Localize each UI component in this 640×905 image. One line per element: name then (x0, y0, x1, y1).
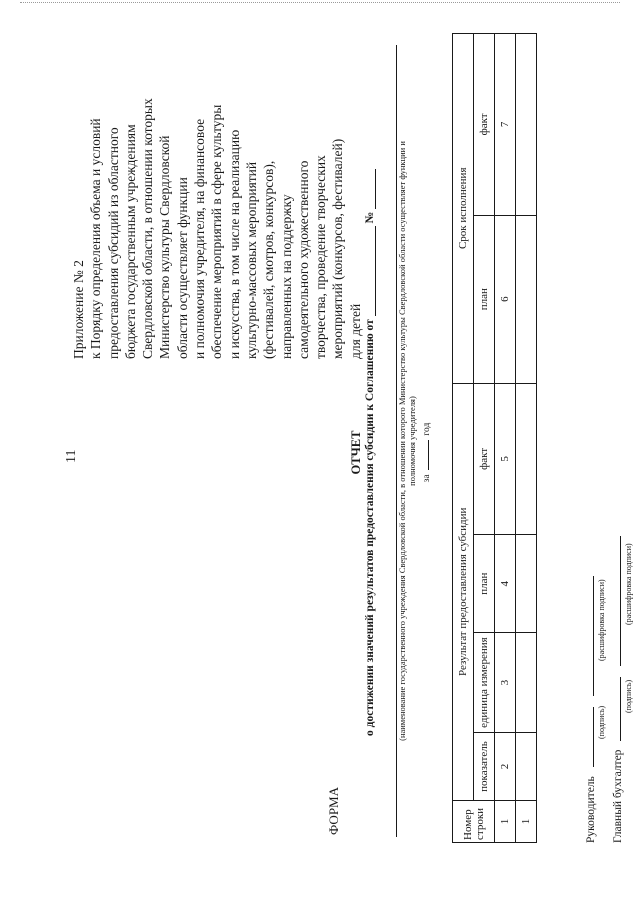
report-subtitle-text: о достижении значений результатов предоставления субсидии к Соглашению от (364, 319, 376, 736)
appendix-line: творчества, проведение творческих (313, 155, 329, 359)
accountant-label: Главный бухгалтер (612, 749, 624, 843)
org-caption-line1: (наименование государственного учреждения Свердловской области, в отношении которого Министерство культуры Свердловской области осуществляет функции и (397, 141, 407, 741)
header-row-number: Номер строки (453, 801, 495, 843)
column-number: 6 (495, 215, 516, 383)
appendix-line: к Порядку определения объема и условий (88, 118, 104, 359)
appendix-line: обеспечение мероприятий в сфере культуры (209, 104, 225, 359)
appendix-line: бюджета государственным учреждениям (122, 124, 138, 359)
table-cell[interactable] (516, 633, 537, 733)
header-indicator: показатель (474, 733, 495, 801)
accountant-signature-caption: (подпись) (624, 679, 633, 713)
column-number: 1 (495, 801, 516, 843)
org-name-line[interactable] (396, 45, 417, 837)
appendix-line: Министерство культуры Свердловской (157, 135, 173, 359)
header-deadline-plan: план (474, 215, 495, 383)
accountant-decode-line[interactable] (608, 536, 621, 666)
results-table (452, 33, 537, 843)
org-caption-line2: полномочия учредителя) (406, 396, 417, 486)
head-label: Руководитель (585, 776, 597, 843)
table-row (516, 34, 537, 843)
report-subtitle (364, 0, 376, 905)
appendix-line: направленных на поддержку (278, 194, 294, 359)
appendix-line: и полномочия учредителя, на финансовое (192, 118, 208, 359)
accountant-signature-row (608, 536, 624, 843)
table-cell[interactable] (516, 733, 537, 801)
header-deadline-fact: факт (474, 34, 495, 216)
table-cell[interactable]: 1 (516, 801, 537, 843)
year-blank[interactable] (419, 440, 429, 470)
table-cell[interactable] (516, 34, 537, 216)
head-decode-line[interactable] (581, 576, 594, 696)
accountant-decode-caption: (расшифровка подписи) (624, 543, 633, 625)
appendix-line: Свердловской области, в отношении которых (140, 98, 156, 359)
table-header-row (453, 34, 474, 843)
report-title: ОТЧЕТ (349, 430, 363, 475)
head-decode-caption: (расшифровка подписи) (597, 579, 606, 661)
appendix-line: и искусства, в том числе на реализацию (226, 129, 242, 359)
appendix-line: (фестивалей, смотров, конкурсов), (261, 160, 277, 359)
header-fact: факт (474, 383, 495, 535)
accountant-signature-line[interactable] (608, 677, 621, 741)
head-signature-caption: (подпись) (597, 705, 606, 739)
number-sign: № (364, 211, 376, 224)
year-suffix: год (422, 422, 432, 436)
appendix-line: Приложение № 2 (71, 260, 86, 359)
head-signature-line[interactable] (581, 707, 594, 767)
header-plan: план (474, 535, 495, 633)
table-numbering-row (495, 34, 516, 843)
appendix-line: предоставления субсидий из областного (105, 127, 121, 359)
header-result-group: Результат предоставления субсидии (453, 383, 474, 801)
appendix-block (70, 99, 364, 359)
column-number: 4 (495, 535, 516, 633)
appendix-line: самодеятельного художественного (295, 160, 311, 359)
year-prefix: за (422, 474, 432, 483)
column-number: 7 (495, 34, 516, 216)
column-number: 5 (495, 383, 516, 535)
table-cell[interactable] (516, 535, 537, 633)
table-subheader-row (474, 34, 495, 843)
column-number: 2 (495, 733, 516, 801)
column-number: 3 (495, 633, 516, 733)
agreement-date-blank[interactable] (375, 226, 376, 316)
header-unit: единица измерения (474, 633, 495, 733)
appendix-line: мероприятий (конкурсов, фестивалей) (330, 138, 346, 359)
table-cell[interactable] (516, 383, 537, 535)
report-year-line (419, 0, 432, 905)
agreement-number-blank[interactable] (375, 169, 376, 209)
page-number: 11 (64, 449, 79, 463)
appendix-line: области осуществляет функции (174, 177, 190, 359)
header-deadline-group: Срок исполнения (453, 34, 474, 384)
appendix-line: культурно-массовых мероприятий (243, 161, 259, 359)
appendix-line: для детей (347, 303, 363, 359)
table-cell[interactable] (516, 215, 537, 383)
form-label: ФОРМА (326, 787, 341, 835)
head-signature-row (581, 576, 597, 843)
